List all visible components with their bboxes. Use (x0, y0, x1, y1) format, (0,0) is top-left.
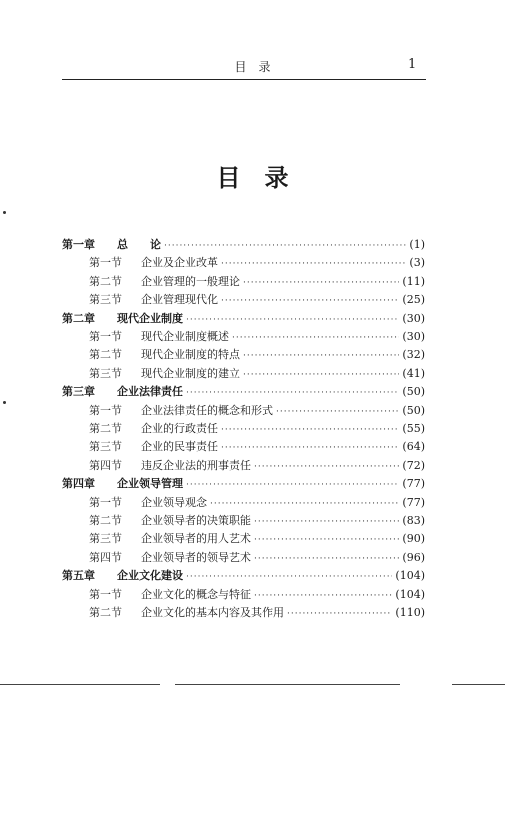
toc-leader-dots (232, 329, 399, 347)
toc-leader-dots (254, 587, 392, 605)
toc-section-row (89, 604, 425, 622)
toc-leader-dots (221, 439, 399, 457)
toc-entry-number: 第三节 (89, 366, 122, 380)
toc-leader-dots (276, 403, 399, 421)
toc-entry-title: 企业文化的概念与特征 (141, 587, 251, 601)
toc-entry-page: (90) (402, 532, 425, 546)
toc-entry-number: 第二节 (89, 606, 122, 619)
toc-leader-dots (186, 384, 399, 402)
toc-leader-dots (287, 605, 392, 623)
toc-leader-dots (221, 255, 406, 273)
toc-entry-number: 第一节 (89, 403, 122, 417)
toc-entry-number: 第二章 (62, 311, 95, 325)
toc-section-row (89, 512, 425, 530)
toc-entry-page: (30) (402, 311, 425, 325)
toc-leader-dots (243, 274, 399, 292)
toc-leader-dots (221, 292, 399, 310)
toc-entry-page: (3) (409, 256, 425, 270)
toc-section-row (89, 291, 425, 309)
toc-entry-title: 企业的行政责任 (141, 422, 218, 435)
toc-entry-page: (30) (402, 330, 425, 343)
toc-entry-page: (104) (395, 569, 425, 583)
toc-entry-number: 第二节 (89, 514, 122, 527)
toc-entry-title: 违反企业法的刑事责任 (141, 458, 251, 472)
toc-leader-dots (186, 311, 399, 329)
toc-chapter-row (62, 567, 425, 585)
toc-chapter-row (62, 236, 425, 254)
toc-entry-number: 第一节 (89, 495, 122, 509)
toc-section-row (89, 530, 425, 548)
toc-section-row (89, 254, 425, 272)
toc-entry-page: (50) (402, 403, 425, 417)
toc-entry-number: 第四节 (89, 458, 122, 472)
toc-entry-number: 第三章 (62, 385, 95, 399)
toc-entry-number: 第一节 (89, 587, 122, 601)
toc-entry-title: 企业领导者的用人艺术 (141, 532, 251, 546)
toc-entry-number: 第三节 (89, 532, 122, 546)
toc-entry-number: 第二节 (89, 422, 122, 435)
toc-entry-number: 第一章 (62, 238, 95, 251)
toc-entry-page: (1) (409, 238, 425, 251)
toc-entry-page: (72) (402, 458, 425, 472)
toc-entry-title: 企业管理的一般理论 (141, 274, 240, 288)
toc-entry-page: (64) (402, 440, 425, 454)
toc-entry-page: (96) (402, 550, 425, 564)
toc-entry-page: (77) (402, 495, 425, 509)
toc-entry-page: (50) (402, 385, 425, 399)
toc-entry-number: 第三节 (89, 440, 122, 454)
toc-leader-dots (254, 531, 399, 549)
toc-entry-page: (41) (402, 366, 425, 380)
toc-entry-number: 第一节 (89, 256, 122, 270)
running-header-title: 目 录 (234, 60, 271, 74)
toc-entry-page: (55) (402, 422, 425, 435)
running-header-page-number: 1 (408, 57, 417, 72)
toc-section-row (89, 586, 425, 604)
toc-leader-dots (164, 237, 406, 255)
toc-chapter-row (62, 383, 425, 401)
toc-section-row (89, 402, 425, 420)
toc-entry-page: (77) (402, 477, 425, 491)
toc-section-row (89, 549, 425, 567)
toc-entry-title: 企业及企业改革 (141, 256, 218, 270)
toc-entry-title: 企业领导者的决策职能 (141, 514, 251, 527)
toc-leader-dots (254, 458, 399, 476)
toc-entry-title: 企业法律责任 (117, 385, 183, 399)
scan-speck (3, 211, 6, 214)
toc-section-row (89, 457, 425, 475)
toc-entry-title: 总 论 (117, 238, 161, 251)
toc-entry-title: 企业管理现代化 (141, 293, 218, 307)
toc-leader-dots (186, 476, 399, 494)
toc-entry-page: (110) (395, 606, 425, 619)
toc-entry-title: 企业领导管理 (117, 477, 183, 491)
toc-entry-number: 第三节 (89, 293, 122, 307)
toc-leader-dots (221, 421, 399, 439)
scan-speck (3, 401, 6, 404)
toc-section-row (89, 420, 425, 438)
toc-entry-title: 企业文化的基本内容及其作用 (141, 606, 284, 619)
toc-entry-number: 第五章 (62, 569, 95, 583)
toc-entry-title: 现代企业制度概述 (141, 330, 229, 343)
toc-leader-dots (243, 366, 399, 384)
toc-entry-title: 企业法律责任的概念和形式 (141, 403, 273, 417)
toc-section-row (89, 494, 425, 512)
toc-chapter-row (62, 310, 425, 328)
toc-entry-page: (25) (402, 293, 425, 307)
toc-leader-dots (186, 568, 392, 586)
toc-entry-page: (104) (395, 587, 425, 601)
toc-section-row (89, 365, 425, 383)
toc-leader-dots (243, 347, 399, 365)
toc-section-row (89, 346, 425, 364)
footer-rule-right (452, 684, 505, 685)
toc-entry-page: (11) (402, 274, 425, 288)
toc-entry-title: 企业领导者的领导艺术 (141, 550, 251, 564)
toc-section-row (89, 438, 425, 456)
toc-leader-dots (254, 550, 399, 568)
toc-leader-dots (254, 513, 399, 531)
toc-entry-title: 企业文化建设 (117, 569, 183, 583)
header-rule (62, 79, 426, 80)
footer-rule-middle (175, 684, 400, 685)
toc-entry-title: 企业领导观念 (141, 495, 207, 509)
toc-chapter-row (62, 475, 425, 493)
toc-section-row (89, 273, 425, 291)
toc-entry-number: 第四章 (62, 477, 95, 491)
toc-entry-number: 第四节 (89, 550, 122, 564)
toc-entry-title: 现代企业制度的建立 (141, 366, 240, 380)
toc-entry-page: (32) (402, 348, 425, 362)
toc-section-row (89, 328, 425, 346)
toc-entry-number: 第二节 (89, 274, 122, 288)
toc-entry-title: 企业的民事责任 (141, 440, 218, 454)
page-title: 目 录 (216, 164, 289, 192)
toc-entry-title: 现代企业制度的特点 (141, 348, 240, 362)
toc-entry-number: 第二节 (89, 348, 122, 362)
footer-rule-left (0, 684, 160, 685)
toc-leader-dots (210, 495, 399, 513)
toc-entry-title: 现代企业制度 (117, 311, 183, 325)
toc-entry-page: (83) (402, 514, 425, 527)
toc-entry-number: 第一节 (89, 330, 122, 343)
